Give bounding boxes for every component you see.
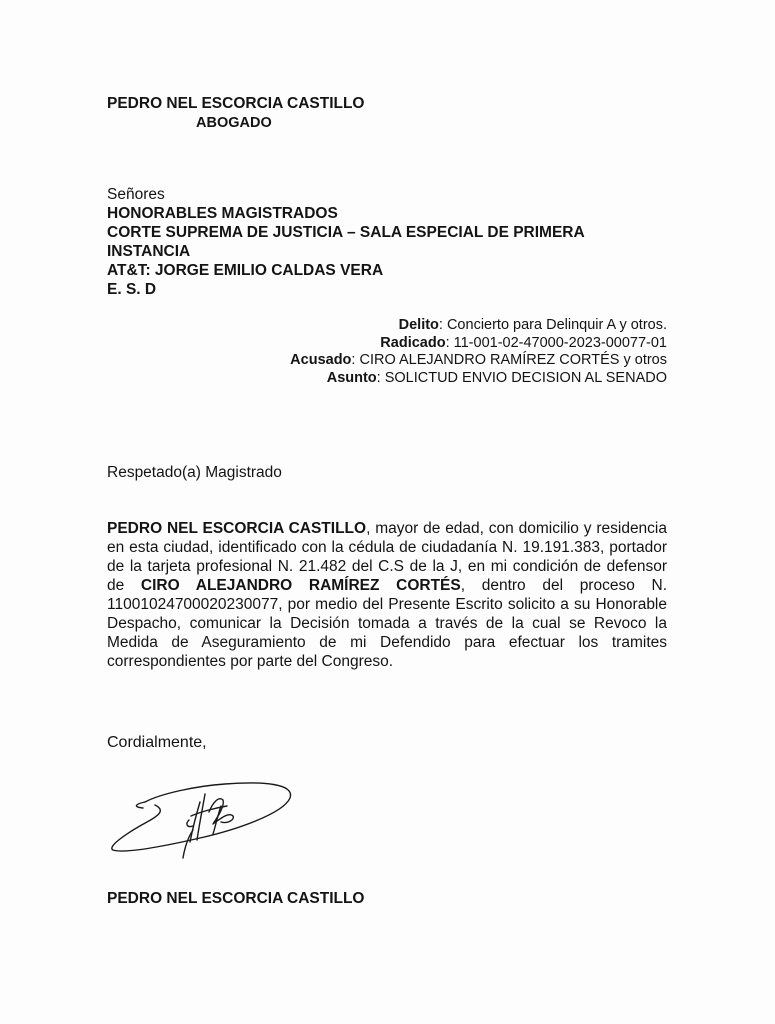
signer-name: PEDRO NEL ESCORCIA CASTILLO xyxy=(107,890,365,907)
body-text-part-1: , mayor de edad, con domicilio y residencia en esta ciudad, identificado con la cédula de ciudadanía N. 19.191.383, portador de la tarjeta profesional N. 21.482 del C.S de la J, en mi condición de defensor de xyxy=(107,520,667,594)
recipient-line-5: E. S. D xyxy=(107,281,157,298)
body-text-part-2: , dentro del proceso N. 11001024700020230077, por medio del Presente Escrito solicito a su Honorable Despacho, comunicar la Decisión tomada a través de la cual se Revoco la Medida de Aseguramiento de mi Defendido para efectuar los tramites correspondientes por parte del Congreso. xyxy=(107,577,667,670)
ref-radicado-label: Radicado xyxy=(380,334,446,351)
closing: Cordialmente, xyxy=(107,734,207,751)
body-defendant-name: CIRO ALEJANDRO RAMÍREZ CORTÉS xyxy=(140,577,461,594)
ref-delito-label: Delito xyxy=(398,317,439,333)
ref-asunto-value: : SOLICTUD ENVIO DECISION AL SENADO xyxy=(376,369,667,386)
ref-asunto xyxy=(290,370,667,388)
handwritten-signature xyxy=(105,772,305,872)
ref-delito-value: : Concierto para Delinquir A y otros. xyxy=(438,317,667,333)
body-lawyer-name: PEDRO NEL ESCORCIA CASTILLO xyxy=(107,520,367,537)
case-reference-block xyxy=(290,317,667,387)
ref-radicado-value: : 11-001-02-47000-2023-00077-01 xyxy=(445,334,667,351)
letterhead-title: ABOGADO xyxy=(196,115,272,131)
letterhead-name: PEDRO NEL ESCORCIA CASTILLO xyxy=(107,95,365,112)
greeting: Respetado(a) Magistrado xyxy=(107,464,282,481)
ref-acusado-label: Acusado xyxy=(290,352,352,368)
recipient-line-4: AT&T: JORGE EMILIO CALDAS VERA xyxy=(107,262,384,279)
ref-acusado xyxy=(290,352,667,370)
ref-delito xyxy=(290,317,667,335)
recipient-line-1: HONORABLES MAGISTRADOS xyxy=(107,205,338,222)
body-paragraph xyxy=(107,519,667,671)
recipient-block xyxy=(107,185,585,299)
recipient-line-2: CORTE SUPREMA DE JUSTICIA – SALA ESPECIAL DE PRIMERA xyxy=(107,224,585,241)
recipient-line-3: INSTANCIA xyxy=(107,243,191,260)
ref-radicado xyxy=(290,335,667,353)
recipient-salutation: Señores xyxy=(107,186,165,203)
ref-asunto-label: Asunto xyxy=(326,369,377,386)
ref-acusado-value: : CIRO ALEJANDRO RAMÍREZ CORTÉS y otros xyxy=(351,352,667,368)
